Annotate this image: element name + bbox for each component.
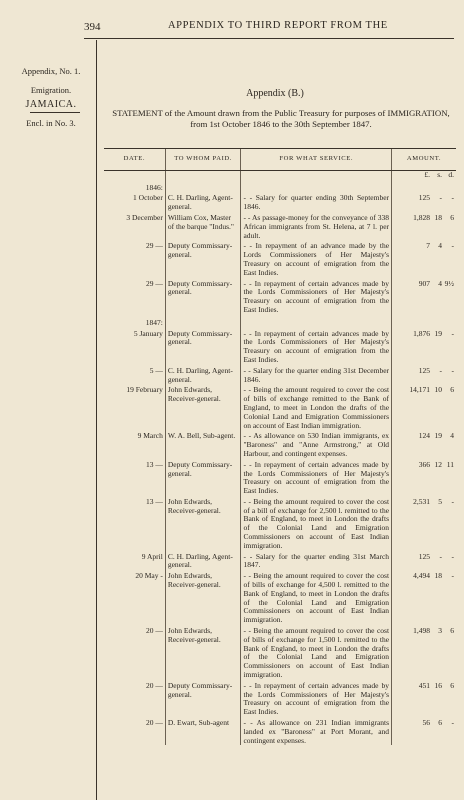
- entry-date: 20 —: [145, 626, 163, 636]
- amount-pounds: 1,498: [413, 626, 430, 636]
- entry-service: - - Salary for the quarter ending 31st March 1847.: [241, 551, 392, 571]
- amount-shillings: 4: [438, 278, 442, 288]
- table-row: [104, 192, 456, 212]
- table-row: [104, 365, 456, 385]
- margin-appendix-ref: Appendix, No. 1.: [21, 66, 81, 76]
- amount-pounds: 7: [426, 241, 430, 251]
- table-row: [104, 570, 456, 625]
- entry-amount: [392, 240, 456, 277]
- entry-service: - - Salary for quarter ending 30th September 1846.: [241, 192, 392, 212]
- amount-shillings: 12: [434, 459, 442, 469]
- ledger-header-row: [104, 149, 456, 171]
- entry-amount: [392, 278, 456, 315]
- table-row: [104, 212, 456, 240]
- amount-pence: 9½: [444, 278, 454, 288]
- entry-payee: William Cox, Master of the barque "Indus.": [165, 212, 241, 240]
- entry-payee: W. A. Bell, Sub-agent.: [165, 430, 241, 458]
- entry-amount: [392, 430, 456, 458]
- entry-amount: [392, 365, 456, 385]
- entry-service: - - Being the amount required to cover the cost of bills of exchange for 4,500 l. remitted to the Bank of England, to meet in London the drafts of the Colonial Land and Emigration Commissioners on account of East Indian immigration.: [241, 570, 392, 625]
- amount-pence: 6: [450, 626, 454, 636]
- table-row: [104, 430, 456, 458]
- entry-amount: [392, 384, 456, 430]
- margin-enclosure: Encl. in No. 3.: [26, 118, 76, 128]
- table-row: [104, 459, 456, 496]
- entry-date: 9 March: [137, 431, 163, 441]
- margin-subject: Emigration.: [30, 85, 72, 95]
- amount-pounds: 14,171: [409, 385, 430, 395]
- table-row: [104, 240, 456, 277]
- amount-shillings: -: [439, 365, 442, 375]
- amount-pounds: 2,531: [413, 496, 430, 506]
- amount-shillings: 16: [434, 680, 442, 690]
- amount-pounds: 451: [418, 680, 430, 690]
- running-title: APPENDIX TO THIRD REPORT FROM THE: [168, 20, 388, 31]
- amount-shillings: 18: [434, 571, 442, 581]
- amount-pence: 6: [450, 385, 454, 395]
- amount-pence: -: [451, 718, 454, 728]
- entry-payee: John Edwards, Receiver-general.: [165, 570, 241, 625]
- margin-colony-rule: [30, 112, 80, 113]
- amount-shillings: -: [439, 551, 442, 561]
- entry-service: - - As allowance on 530 Indian immigrants, ex "Baroness" and "Anne Armstrong," at Old Harbour, and contingent expenses.: [241, 430, 392, 458]
- amount-pence: -: [451, 193, 454, 203]
- entry-date: 29 —: [145, 241, 163, 251]
- amount-pounds: 1,828: [413, 212, 430, 222]
- entry-payee: John Edwards, Receiver-general.: [165, 496, 241, 551]
- entry-payee: Deputy Commissary-general.: [165, 240, 241, 277]
- entry-date: 1 October: [133, 193, 163, 203]
- entry-date: 20 —: [145, 680, 163, 690]
- entry-service: - - In repayment of certain advances made by the Lords Commissioners of Her Majesty's Treasury on account of emigration from the East Indies.: [241, 680, 392, 717]
- amount-shillings: 19: [434, 328, 442, 338]
- entry-payee: C. H. Darling, Agent-general.: [165, 192, 241, 212]
- unit-shillings: s.: [437, 169, 442, 179]
- entry-amount: [392, 459, 456, 496]
- table-row: [104, 717, 456, 745]
- entry-payee: John Edwards, Receiver-general.: [165, 384, 241, 430]
- entry-date: 29 —: [145, 278, 163, 288]
- col-paid-header: TO WHOM PAID.: [165, 149, 241, 171]
- entry-service: - - In repayment of certain advances made by the Lords Commissioners of Her Majesty's Treasury on account of emigration from the East Indies.: [241, 278, 392, 315]
- amount-pence: -: [451, 571, 454, 581]
- amount-pounds: 1,876: [413, 328, 430, 338]
- amount-pounds: 125: [418, 551, 430, 561]
- entry-payee: D. Ewart, Sub-agent: [165, 717, 241, 745]
- entry-payee: Deputy Commissary-general.: [165, 328, 241, 365]
- entry-service: - - Being the amount required to cover the cost of bills of exchange for 1,500 l. remitted to the Bank of England, to meet in London the drafts of the Colonial Land and Emigration Commissioners on account of East Indian immigration.: [241, 625, 392, 680]
- amount-pence: 11: [446, 459, 454, 469]
- unit-pounds: £.: [424, 169, 430, 179]
- entry-service: - - Being the amount required to cover the cost of bills of exchange remitted to the Bank of England, to meet in London the drafts of the Colonial Land and Emigration Commissioners on account of East Indian immigration.: [241, 384, 392, 430]
- entry-date: 5 —: [149, 365, 163, 375]
- entry-service: - - In repayment of certain advances made by the Lords Commissioners of Her Majesty's Treasury on account of emigration from the East Indies.: [241, 459, 392, 496]
- entry-payee: C. H. Darling, Agent-general.: [165, 551, 241, 571]
- margin-colony: JAMAICA.: [25, 99, 77, 110]
- col-date-header: DATE.: [104, 149, 165, 171]
- amount-pence: 6: [450, 212, 454, 222]
- entry-service: - - Salary for the quarter ending 31st December 1846.: [241, 365, 392, 385]
- entry-service: - - In repayment of an advance made by the Lords Commissioners of Her Majesty's Treasury on account of emigration from the East Indies.: [241, 240, 392, 277]
- entry-service: - - Being the amount required to cover the cost of a bill of exchange for 2,500 l. remitted to the Bank of England, to meet in London the drafts of the Colonial Land and Emigration Commissioners on account of East Indian immigration.: [241, 496, 392, 551]
- year-label: 1846:: [145, 182, 163, 192]
- appendix-title: Appendix (B.): [246, 88, 304, 99]
- entry-amount: [392, 496, 456, 551]
- unit-pence: d.: [448, 169, 454, 179]
- entry-date: 5 January: [133, 328, 163, 338]
- amount-pounds: 125: [418, 365, 430, 375]
- year-row: [104, 315, 456, 328]
- amount-pounds: 124: [418, 431, 430, 441]
- table-row: [104, 625, 456, 680]
- amount-pence: 6: [450, 680, 454, 690]
- page-number: 394: [84, 21, 101, 33]
- amount-pounds: 125: [418, 193, 430, 203]
- col-service-header: FOR WHAT SERVICE.: [241, 149, 392, 171]
- amount-shillings: 5: [438, 496, 442, 506]
- entry-payee: John Edwards, Receiver-general.: [165, 625, 241, 680]
- entry-date: 20 —: [145, 718, 163, 728]
- amount-shillings: -: [439, 193, 442, 203]
- ledger-table: [104, 148, 456, 745]
- amount-shillings: 10: [434, 385, 442, 395]
- amount-pounds: 907: [418, 278, 430, 288]
- units-row: [104, 170, 456, 179]
- header-rule: [84, 38, 454, 39]
- amount-shillings: 3: [438, 626, 442, 636]
- entry-amount: [392, 625, 456, 680]
- entry-date: 20 May -: [135, 571, 163, 581]
- table-row: [104, 278, 456, 315]
- amount-pence: 4: [450, 431, 454, 441]
- table-row: [104, 496, 456, 551]
- entry-date: 19 February: [126, 385, 163, 395]
- amount-pence: -: [451, 328, 454, 338]
- amount-shillings: 19: [434, 431, 442, 441]
- entry-amount: [392, 680, 456, 717]
- table-row: [104, 551, 456, 571]
- entry-date: 13 —: [145, 496, 163, 506]
- table-row: [104, 384, 456, 430]
- amount-shillings: 6: [438, 718, 442, 728]
- amount-pence: -: [451, 496, 454, 506]
- ledger-body: [104, 170, 456, 745]
- entry-amount: [392, 551, 456, 571]
- margin-rule: [96, 40, 97, 800]
- entry-service: - - As allowance on 231 Indian immigrants landed ex "Baroness" at Port Morant, and contingent expenses.: [241, 717, 392, 745]
- entry-amount: [392, 192, 456, 212]
- entry-service: - - As passage-money for the conveyance of 338 African immigrants from St. Helena, at 7 l. per adult.: [241, 212, 392, 240]
- amount-pounds: 4,494: [413, 571, 430, 581]
- year-label: 1847:: [145, 317, 163, 327]
- statement-heading: STATEMENT of the Amount drawn from the Public Treasury for purposes of IMMIGRATION, from 1st October 1846 to the 30th September 1847.: [112, 108, 450, 129]
- entry-payee: C. H. Darling, Agent-general.: [165, 365, 241, 385]
- amount-pence: -: [451, 365, 454, 375]
- entry-amount: [392, 212, 456, 240]
- entry-amount: [392, 717, 456, 745]
- amount-pence: -: [451, 241, 454, 251]
- col-amount-header: AMOUNT.: [392, 149, 456, 171]
- entry-amount: [392, 570, 456, 625]
- table-row: [104, 680, 456, 717]
- amount-shillings: 18: [434, 212, 442, 222]
- amount-pounds: 366: [418, 459, 430, 469]
- entry-payee: Deputy Commissary-general.: [165, 278, 241, 315]
- entry-payee: Deputy Commissary-general.: [165, 680, 241, 717]
- entry-date: 3 December: [126, 212, 163, 222]
- entry-service: - - In repayment of certain advances made by the Lords Commissioners of Her Majesty's Treasury on account of emigration from the East Indies.: [241, 328, 392, 365]
- entry-payee: Deputy Commissary-general.: [165, 459, 241, 496]
- amount-pounds: 56: [422, 718, 430, 728]
- entry-date: 13 —: [145, 459, 163, 469]
- amount-pence: -: [451, 551, 454, 561]
- table-row: [104, 328, 456, 365]
- year-row: [104, 180, 456, 193]
- amount-shillings: 4: [438, 241, 442, 251]
- entry-date: 9 April: [141, 551, 163, 561]
- entry-amount: [392, 328, 456, 365]
